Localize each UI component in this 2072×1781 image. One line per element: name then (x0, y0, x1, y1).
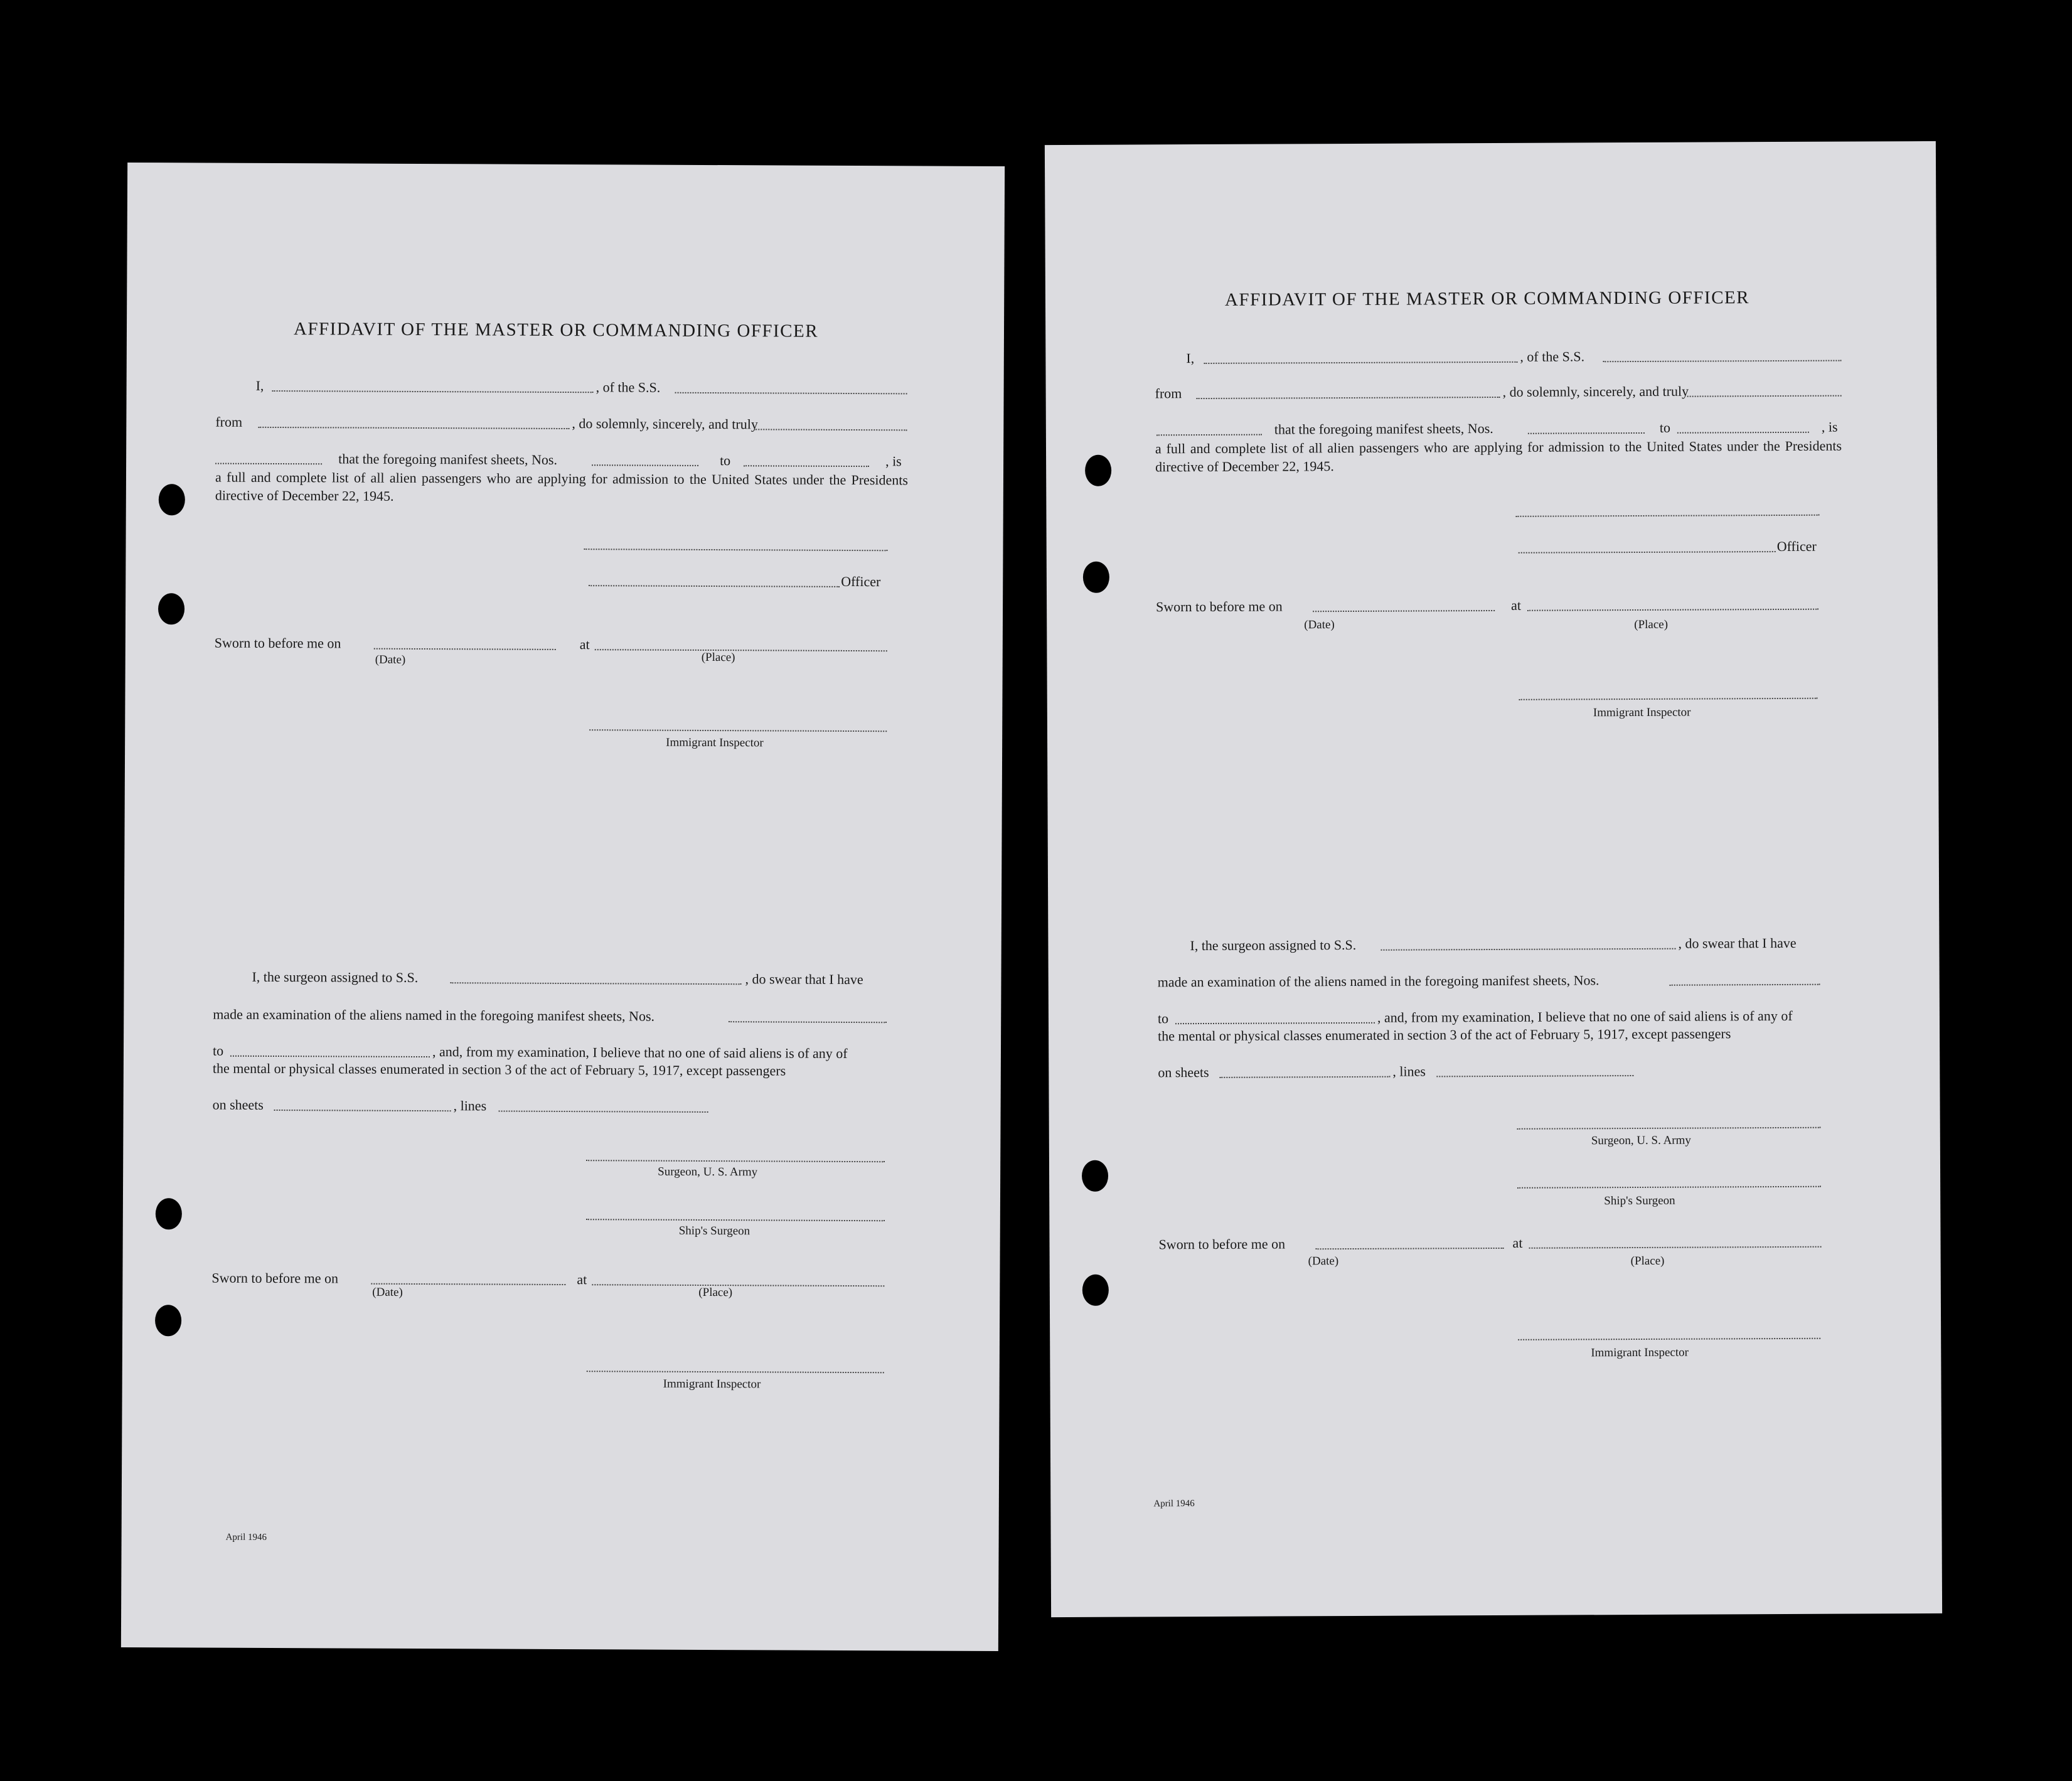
text-from: from (1155, 385, 1182, 402)
text-on-sheets: on sheets (212, 1096, 264, 1113)
signature-line[interactable] (1515, 515, 1819, 517)
text-and-from-exam: , and, from my examination, I believe that no one of said aliens is of any of (432, 1044, 848, 1061)
caption-date-2: (Date) (1308, 1254, 1339, 1268)
footer-date: April 1946 (225, 1532, 267, 1543)
oath-line[interactable] (1687, 395, 1842, 397)
sworn-date-line-2[interactable] (1316, 1248, 1504, 1249)
text-to: to (720, 452, 731, 469)
sworn-place-line[interactable] (1527, 609, 1818, 611)
master-name-line[interactable] (272, 390, 594, 393)
text-do-swear: , do swear that I have (1678, 934, 1797, 951)
port-line[interactable] (258, 427, 569, 429)
signature-line[interactable] (584, 548, 887, 551)
ships-surgeon-signature-line[interactable] (1517, 1186, 1821, 1189)
caption-surgeon-army: Surgeon, U. S. Army (658, 1165, 758, 1179)
affidavit-title: AFFIDAVIT OF THE MASTER OR COMMANDING OFFICER (293, 319, 819, 341)
left-form-page (121, 163, 1005, 1651)
sheet-from-line[interactable] (592, 464, 698, 466)
sworn-place-line-2[interactable] (592, 1284, 884, 1286)
caption-place: (Place) (1634, 618, 1669, 632)
caption-surgeon-army: Surgeon, U. S. Army (1591, 1133, 1691, 1148)
binder-hole (1082, 1275, 1109, 1306)
ships-surgeon-signature-line[interactable] (586, 1219, 885, 1221)
sworn-date-line[interactable] (1313, 610, 1495, 612)
caption-immigrant-inspector: Immigrant Inspector (1593, 705, 1691, 720)
exception-lines-line[interactable] (499, 1111, 708, 1113)
text-solemnly: , do solemnly, sincerely, and truly (1502, 383, 1689, 400)
officer-signature-line[interactable] (589, 585, 840, 587)
caption-immigrant-inspector: Immigrant Inspector (666, 735, 764, 750)
sworn-date-line[interactable] (374, 648, 556, 650)
text-that-nos: that the foregoing manifest sheets, Nos. (338, 451, 558, 468)
text-solemnly: , do solemnly, sincerely, and truly (572, 415, 758, 432)
text-at-2: at (577, 1271, 587, 1288)
text-officer: Officer (841, 573, 881, 590)
text-do-swear: , do swear that I have (745, 971, 863, 988)
exception-sheets-line[interactable] (274, 1110, 451, 1111)
text-surgeon-assigned: I, the surgeon assigned to S.S. (1190, 936, 1357, 954)
inspector-signature-line[interactable] (589, 729, 887, 732)
ship-name-line[interactable] (675, 392, 907, 395)
binder-hole (158, 593, 184, 624)
text-to-surgeon: to (212, 1042, 224, 1059)
inspector-signature-line-2[interactable] (1518, 1338, 1820, 1340)
text-of-ss: , of the S.S. (595, 379, 661, 395)
master-name-line[interactable] (1204, 361, 1517, 364)
sworn-place-line[interactable] (595, 649, 887, 651)
text-made-exam: made an examination of the aliens named in the foregoing manifest sheets, Nos. (1157, 972, 1599, 990)
text-from: from (215, 414, 243, 430)
text-mental-classes: the mental or physical classes enumerated in section 3 of the act of February 5, 1917, except passengers (1158, 1025, 1731, 1044)
oath-line-cont[interactable] (1156, 434, 1262, 436)
binder-hole (159, 484, 185, 515)
inspector-signature-line[interactable] (1519, 698, 1818, 700)
caption-place-2: (Place) (1630, 1254, 1665, 1268)
caption-place: (Place) (701, 650, 735, 665)
text-surgeon-assigned: I, the surgeon assigned to S.S. (252, 968, 419, 985)
exception-sheets-line[interactable] (1219, 1076, 1390, 1078)
sworn-date-line-2[interactable] (371, 1283, 565, 1285)
text-to-surgeon: to (1157, 1010, 1169, 1027)
text-mental-classes: the mental or physical classes enumerated in section 3 of the act of February 5, 1917, except passengers (212, 1060, 786, 1079)
text-i: I, (1186, 350, 1195, 366)
binder-hole (1083, 562, 1109, 593)
text-to: to (1659, 419, 1671, 436)
binder-hole (155, 1305, 181, 1336)
binder-hole (1085, 455, 1111, 486)
sheet-to-line[interactable] (744, 465, 869, 467)
text-i: I, (255, 377, 264, 393)
oath-line[interactable] (754, 429, 907, 431)
army-surgeon-signature-line[interactable] (1517, 1127, 1821, 1130)
exam-sheets-from-line[interactable] (1670, 984, 1820, 986)
sworn-place-line-2[interactable] (1529, 1246, 1822, 1249)
affidavit-title: AFFIDAVIT OF THE MASTER OR COMMANDING OFFICER (1224, 287, 1750, 310)
text-officer: Officer (1776, 538, 1817, 555)
caption-date: (Date) (1304, 618, 1335, 632)
text-lines: , lines (453, 1098, 487, 1114)
officer-signature-line[interactable] (1519, 551, 1776, 554)
text-at-2: at (1512, 1234, 1523, 1251)
caption-immigrant-inspector-2: Immigrant Inspector (663, 1377, 761, 1391)
oath-line-cont[interactable] (215, 463, 322, 465)
full-list-statement: a full and complete list of all alien passengers who are applying for admission to the United States under the Presidents directive of December 22, 1945. (1155, 437, 1842, 475)
binder-hole (156, 1198, 182, 1229)
text-sworn-2: Sworn to before me on (1158, 1236, 1286, 1253)
caption-date: (Date) (375, 653, 406, 666)
port-line[interactable] (1197, 397, 1500, 399)
text-on-sheets: on sheets (1158, 1064, 1209, 1081)
text-made-exam: made an examination of the aliens named in the foregoing manifest sheets, Nos. (213, 1006, 655, 1024)
text-at: at (579, 636, 590, 653)
exam-sheets-to-line[interactable] (1175, 1022, 1375, 1024)
surgeon-ship-line[interactable] (1380, 948, 1675, 951)
text-of-ss: , of the S.S. (1520, 348, 1585, 365)
text-and-from-exam: , and, from my examination, I believe that no one of said aliens is of any of (1377, 1007, 1793, 1025)
text-at: at (1511, 597, 1522, 613)
caption-place-2: (Place) (698, 1285, 733, 1300)
sheet-from-line[interactable] (1528, 432, 1645, 434)
surgeon-ship-line[interactable] (450, 982, 741, 985)
binder-hole (1082, 1160, 1108, 1192)
inspector-signature-line-2[interactable] (587, 1371, 884, 1373)
text-sworn: Sworn to before me on (1156, 598, 1283, 615)
caption-immigrant-inspector-2: Immigrant Inspector (1591, 1345, 1689, 1360)
text-sworn: Sworn to before me on (214, 634, 341, 651)
caption-ships-surgeon: Ship's Surgeon (678, 1224, 750, 1238)
text-sworn-2: Sworn to before me on (211, 1270, 339, 1286)
caption-date-2: (Date) (372, 1285, 403, 1299)
exception-lines-line[interactable] (1436, 1075, 1633, 1077)
caption-ships-surgeon: Ship's Surgeon (1604, 1194, 1675, 1208)
text-is: , is (1821, 419, 1838, 435)
right-form-page (1045, 141, 1942, 1617)
full-list-statement: a full and complete list of all alien passengers who are applying for admission to the United States under the Presidents directive of December 22, 1945. (215, 469, 909, 504)
ship-name-line[interactable] (1603, 360, 1841, 363)
exam-sheets-to-line[interactable] (230, 1056, 430, 1057)
exam-sheets-from-line[interactable] (729, 1021, 887, 1023)
army-surgeon-signature-line[interactable] (586, 1160, 885, 1162)
sheet-to-line[interactable] (1677, 432, 1809, 434)
text-is: , is (885, 453, 902, 469)
text-lines: , lines (1392, 1063, 1426, 1079)
footer-date: April 1946 (1153, 1499, 1195, 1509)
text-that-nos: that the foregoing manifest sheets, Nos. (1274, 420, 1493, 437)
